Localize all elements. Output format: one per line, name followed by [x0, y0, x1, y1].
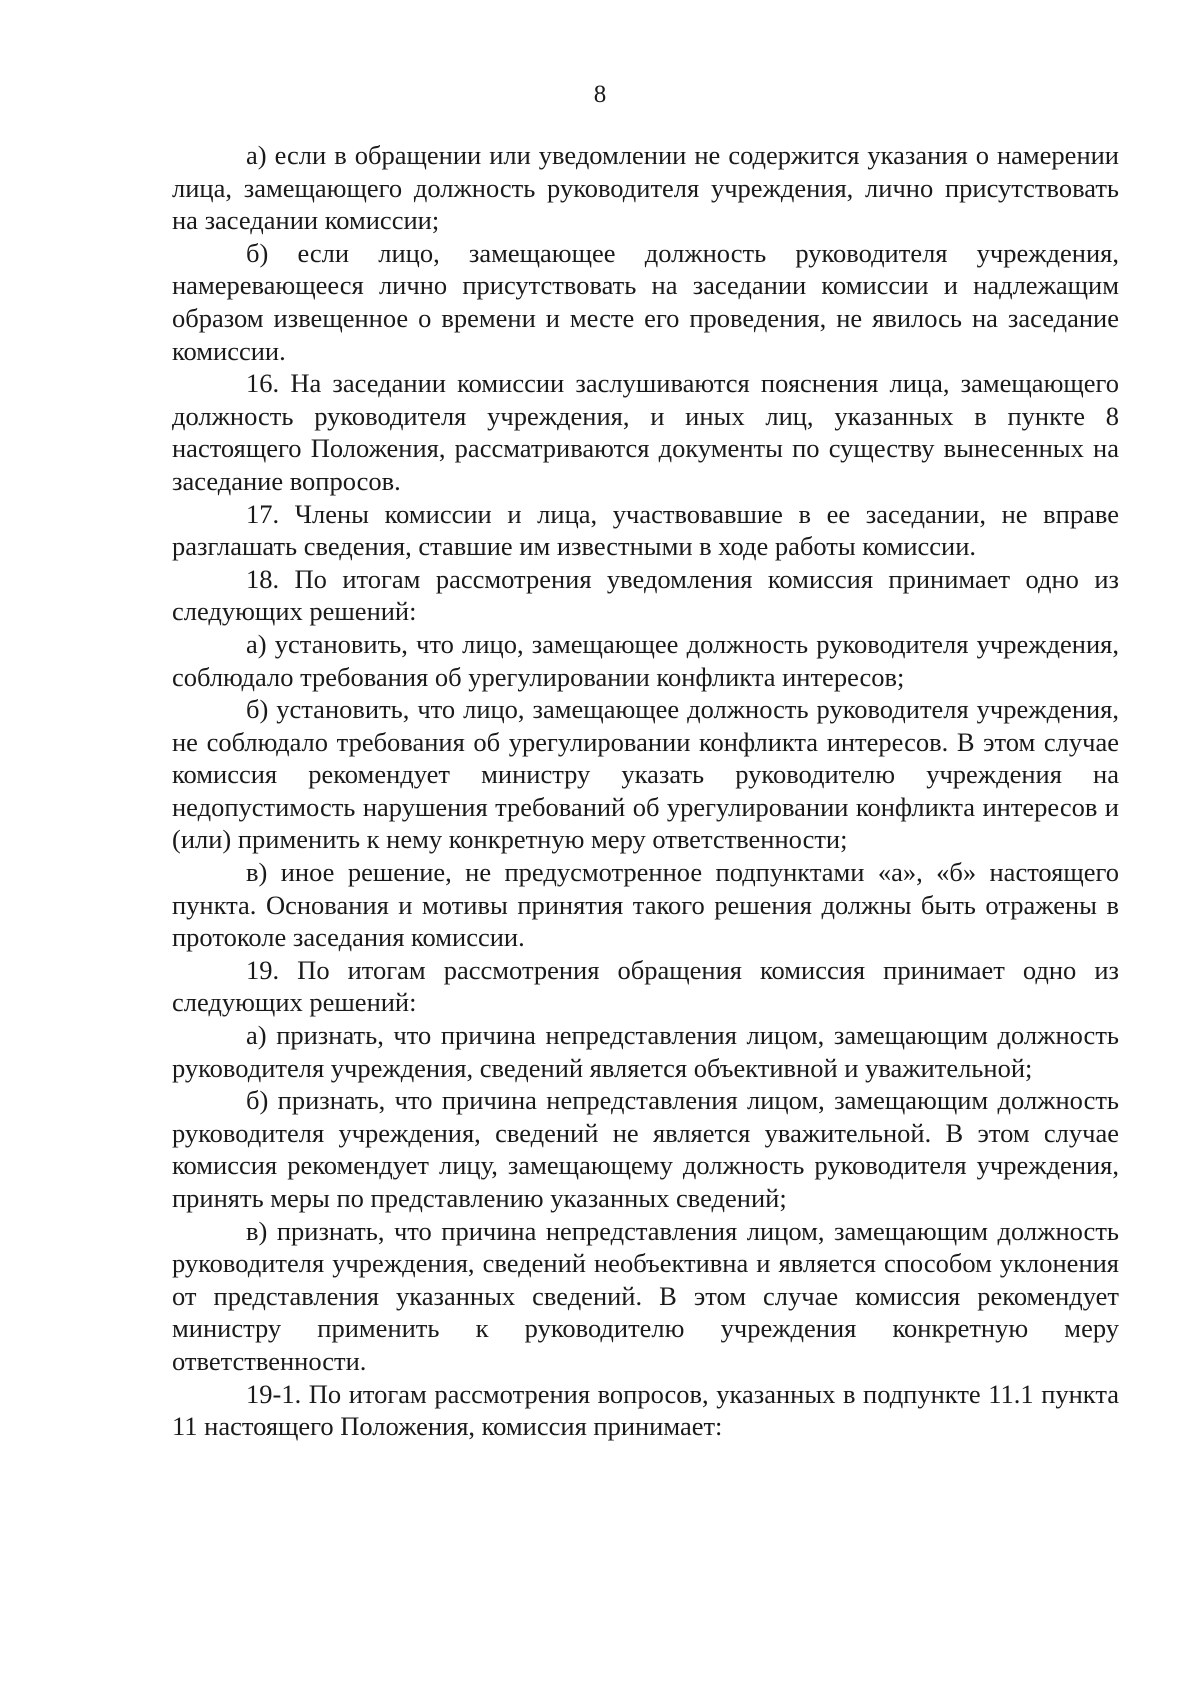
paragraph-19c: в) признать, что причина непредставления лицом, замещающим должность руководителя учреждения, сведений необъективна и является способом уклонения от представления указанных сведений. В этом случае комиссия рекомендует министру применить к руководителю учреждения конкретную меру ответственности.: [172, 1215, 1119, 1376]
paragraph-15a: а) если в обращении или уведомлении не содержится указания о намерении лица, замещающего должность руководителя учреждения, лично присутствовать на заседании комиссии;: [172, 140, 1119, 236]
paragraph-19a: а) признать, что причина непредставления лицом, замещающим должность руководителя учреждения, сведений является объективной и уважительной;: [172, 1020, 1119, 1083]
paragraph-18: 18. По итогам рассмотрения уведомления комиссия принимает одно из следующих решений:: [172, 563, 1119, 627]
paragraph-15b: б) если лицо, замещающее должность руководителя учреждения, намеревающееся лично присутствовать на заседании комиссии и надлежащим образом извещенное о времени и месте его проведения, не явилось на заседание комиссии.: [172, 237, 1119, 366]
paragraph-19b: б) признать, что причина непредставления лицом, замещающим должность руководителя учреждения, сведений не является уважительной. В этом случае комиссия рекомендует лицу, замещающему должность руководителя учреждения, принять меры по представлению указанных сведений;: [172, 1085, 1119, 1213]
paragraph-18b: б) установить, что лицо, замещающее должность руководителя учреждения, не соблюдало требования об урегулировании конфликта интересов. В этом случае комиссия рекомендует министру указать руководителю учреждения на недопустимость нарушения требований об урегулировании конфликта интересов и (или) применить к нему конкретную меру ответственности;: [172, 694, 1119, 855]
paragraph-16: 16. На заседании комиссии заслушиваются пояснения лица, замещающего должность руководителя учреждения, и иных лиц, указанных в пункте 8 настоящего Положения, рассматриваются документы по существу вынесенных на заседание вопросов.: [172, 368, 1119, 496]
document-body: [172, 139, 1119, 1443]
paragraph-18a: а) установить, что лицо, замещающее должность руководителя учреждения, соблюдало требования об урегулировании конфликта интересов;: [172, 628, 1119, 692]
paragraph-18c: в) иное решение, не предусмотренное подпунктами «а», «б» настоящего пункта. Основания и мотивы принятия такого решения должны быть отражены в протоколе заседания комиссии.: [172, 857, 1119, 953]
paragraph-19-1: 19-1. По итогам рассмотрения вопросов, указанных в подпункте 11.1 пункта 11 настоящего Положения, комиссия принимает:: [172, 1378, 1119, 1442]
paragraph-17: 17. Члены комиссии и лица, участвовавшие в ее заседании, не вправе разглашать сведения, ставшие им известными в ходе работы комиссии.: [172, 498, 1119, 562]
paragraph-19: 19. По итогам рассмотрения обращения комиссия принимает одно из следующих решений:: [172, 954, 1119, 1018]
page-number: 8: [593, 81, 607, 108]
